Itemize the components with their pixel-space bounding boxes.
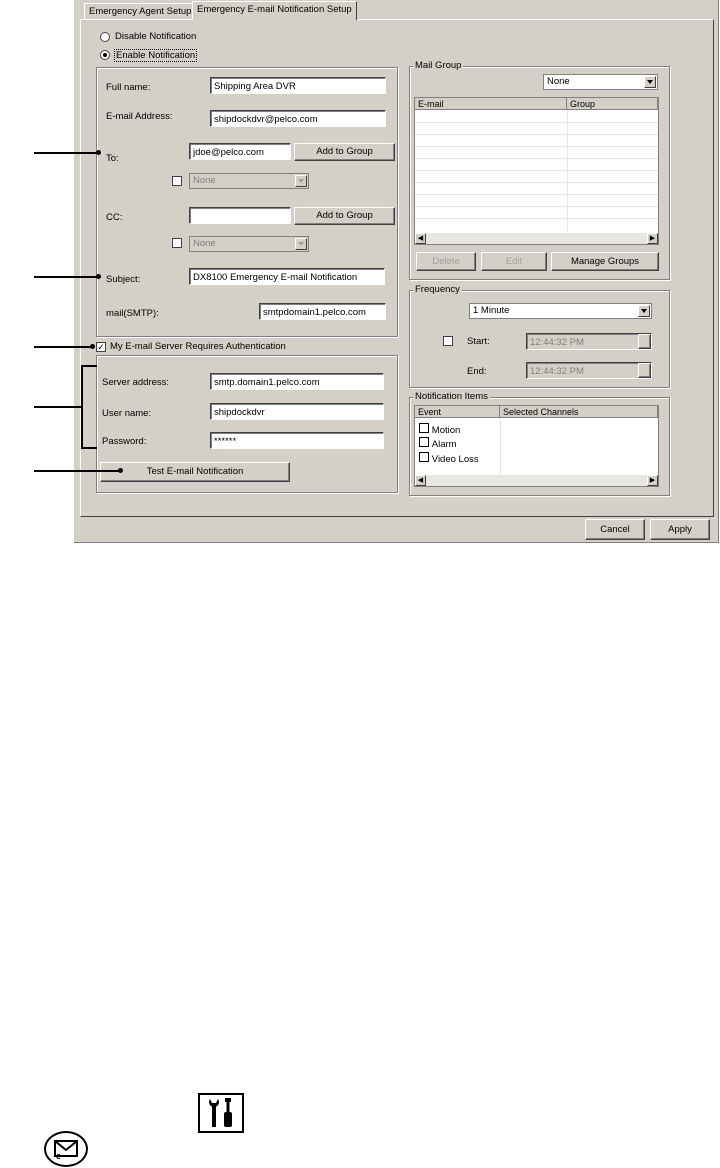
- motion-checkbox[interactable]: [419, 423, 429, 433]
- disable-notification-label: Disable Notification: [115, 31, 197, 42]
- tab-label: Emergency Agent Setup: [89, 6, 192, 17]
- grid-lines: [415, 122, 658, 219]
- mail-group-legend: Mail Group: [415, 60, 462, 71]
- end-time-input[interactable]: 12:44:32 PM: [526, 362, 652, 379]
- start-time-input[interactable]: 12:44:32 PM: [526, 333, 652, 350]
- cc-group-dropdown[interactable]: [189, 236, 309, 252]
- cc-input[interactable]: [189, 207, 291, 224]
- callout-bracket: [81, 365, 83, 449]
- cc-add-to-group-button[interactable]: Add to Group: [294, 207, 395, 225]
- to-add-to-group-button[interactable]: Add to Group: [294, 143, 395, 161]
- event-row-alarm[interactable]: [419, 437, 457, 450]
- chevron-down-icon: [295, 175, 307, 187]
- password-input[interactable]: ******: [210, 432, 384, 449]
- event-label: Alarm: [431, 439, 457, 450]
- callout-dot: [96, 150, 101, 155]
- scroll-right-icon[interactable]: ▶: [647, 233, 658, 244]
- scroll-right-icon[interactable]: ▶: [647, 475, 658, 486]
- to-input[interactable]: jdoe@pelco.com: [189, 143, 291, 160]
- tab-label: Emergency E-mail Notification Setup: [197, 4, 352, 15]
- email-icon: [44, 1131, 88, 1167]
- tab-emergency-email-notification-setup[interactable]: [192, 1, 357, 20]
- frequency-dropdown[interactable]: [469, 303, 652, 319]
- email-address-label: E-mail Address:: [106, 111, 173, 122]
- event-row-motion[interactable]: [419, 423, 460, 436]
- frequency-legend: Frequency: [415, 284, 460, 295]
- enable-notification-radio[interactable]: [100, 50, 110, 60]
- chevron-down-icon: [295, 238, 307, 250]
- end-label: End:: [467, 366, 487, 377]
- full-name-input[interactable]: Shipping Area DVR: [210, 77, 386, 94]
- callout-line: [34, 346, 92, 348]
- password-label: Password:: [102, 436, 147, 447]
- disable-notification-radio[interactable]: [100, 32, 110, 42]
- callout-dot: [90, 344, 95, 349]
- server-address-label: Server address:: [102, 377, 170, 388]
- column-event[interactable]: Event: [415, 406, 500, 418]
- callout-bracket-bottom: [81, 447, 97, 449]
- auth-checkbox[interactable]: ✓: [97, 342, 105, 352]
- callout-line: [34, 276, 98, 278]
- to-group-dropdown[interactable]: [189, 173, 309, 189]
- edit-button[interactable]: Edit: [481, 252, 547, 271]
- chevron-down-icon: [644, 76, 656, 88]
- enable-notification-label: Enable Notification: [116, 50, 196, 61]
- mail-group-scrollbar[interactable]: [415, 233, 658, 244]
- notification-items-legend: Notification Items: [415, 391, 488, 402]
- to-group-value: None: [193, 175, 216, 186]
- cancel-button[interactable]: Cancel: [585, 519, 645, 540]
- chevron-down-icon: [638, 305, 650, 317]
- mail-group-value: None: [547, 76, 570, 87]
- schedule-checkbox[interactable]: [443, 336, 453, 346]
- tab-emergency-agent-setup[interactable]: [84, 3, 196, 19]
- user-name-label: User name:: [102, 408, 152, 419]
- scroll-left-icon[interactable]: ◀: [415, 233, 426, 244]
- start-time-spinner-icon[interactable]: [638, 334, 651, 349]
- callout-line: [34, 470, 120, 472]
- auth-checkbox-label: My E-mail Server Requires Authentication: [110, 341, 286, 352]
- column-selected-channels[interactable]: Selected Channels: [500, 406, 658, 418]
- to-group-checkbox[interactable]: [172, 176, 182, 186]
- cc-group-value: None: [193, 238, 216, 249]
- cc-label: CC:: [106, 212, 123, 223]
- start-label: Start:: [467, 336, 490, 347]
- mail-group-dropdown[interactable]: [543, 74, 658, 90]
- recipient-group: [96, 67, 398, 337]
- cc-group-checkbox[interactable]: [172, 238, 182, 248]
- smtp-input[interactable]: smtpdomain1.pelco.com: [259, 303, 386, 320]
- alarm-checkbox[interactable]: [419, 437, 429, 447]
- subject-label: Subject:: [106, 274, 141, 285]
- callout-line: [34, 406, 82, 408]
- event-label: Motion: [431, 425, 461, 436]
- full-name-label: Full name:: [106, 82, 151, 93]
- manage-groups-button[interactable]: Manage Groups: [551, 252, 659, 271]
- mail-group-list[interactable]: [414, 97, 659, 245]
- end-time-spinner-icon[interactable]: [638, 363, 651, 378]
- wrench-screwdriver-icon: [198, 1093, 244, 1133]
- callout-dot: [96, 274, 101, 279]
- callout-bracket-top: [81, 365, 97, 367]
- apply-button[interactable]: Apply: [650, 519, 710, 540]
- callout-dot: [118, 468, 123, 473]
- column-divider: [500, 418, 501, 475]
- event-label: Video Loss: [431, 454, 479, 465]
- event-row-video-loss[interactable]: [419, 452, 479, 465]
- subject-input[interactable]: DX8100 Emergency E-mail Notification: [189, 268, 385, 285]
- smtp-label: mail(SMTP):: [106, 308, 159, 319]
- video-loss-checkbox[interactable]: [419, 452, 429, 462]
- column-group[interactable]: Group: [567, 98, 658, 110]
- email-address-input[interactable]: shipdockdvr@pelco.com: [210, 110, 386, 127]
- test-email-button[interactable]: Test E-mail Notification: [100, 462, 290, 482]
- user-name-input[interactable]: shipdockdvr: [210, 403, 384, 420]
- column-email[interactable]: E-mail: [415, 98, 567, 110]
- frequency-value: 1 Minute: [473, 305, 510, 316]
- server-address-input[interactable]: smtp.domain1.pelco.com: [210, 373, 384, 390]
- to-label: To:: [106, 153, 119, 164]
- delete-button[interactable]: Delete: [416, 252, 476, 271]
- notification-items-scrollbar[interactable]: [415, 475, 658, 486]
- notification-items-list[interactable]: [414, 405, 659, 487]
- svg-text:e: e: [56, 1151, 62, 1161]
- scroll-left-icon[interactable]: ◀: [415, 475, 426, 486]
- callout-line: [34, 152, 98, 154]
